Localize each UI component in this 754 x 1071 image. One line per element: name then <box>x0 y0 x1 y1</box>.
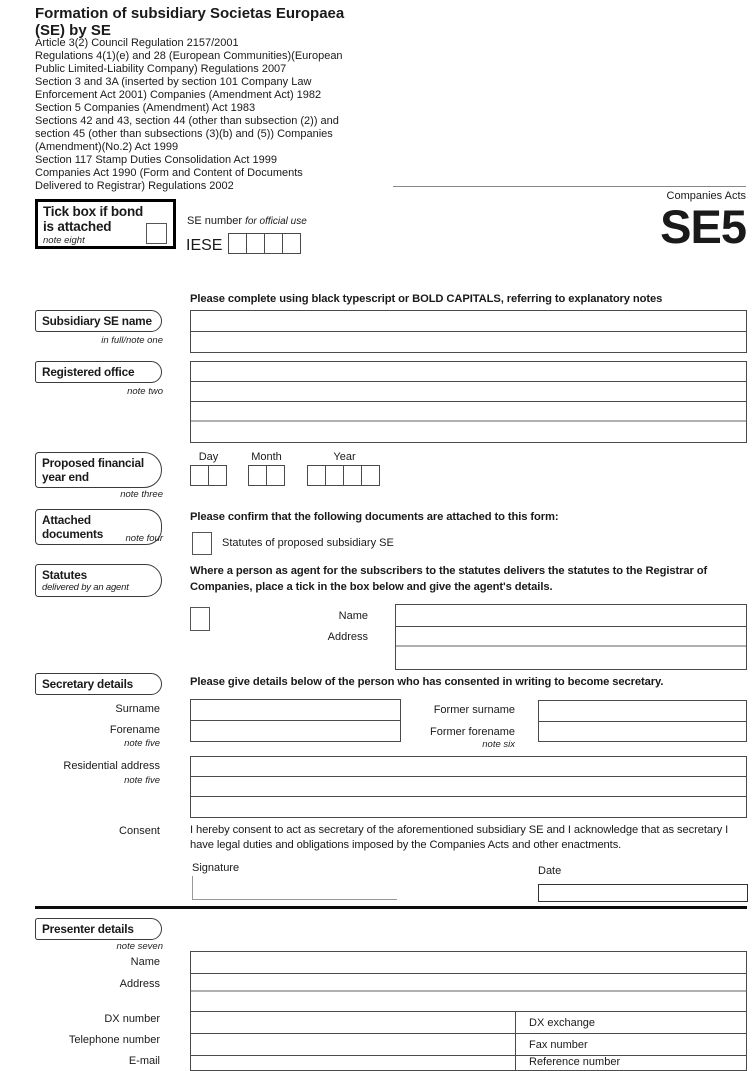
dx-number-input[interactable] <box>191 1012 516 1033</box>
presenter-telephone-row <box>191 1034 746 1056</box>
se-number-label <box>187 215 307 227</box>
section-label-statutes <box>35 564 162 597</box>
legal-reference-line: Regulations 4(1)(e) and 28 (European Communities)(European <box>35 50 343 62</box>
subsidiary-name-input-row[interactable] <box>191 332 746 352</box>
presenter-details-box <box>190 951 747 1071</box>
statutes-attached-checkbox-label: Statutes of proposed subsidiary SE <box>222 537 394 549</box>
presenter-name-input-row[interactable] <box>191 952 746 974</box>
residential-address-label: Residential address <box>63 760 160 772</box>
presenter-address-label: Address <box>119 978 160 990</box>
companies-acts-label: Companies Acts <box>666 190 746 202</box>
se-number-cells <box>228 233 301 254</box>
secretary-instruction: Please give details below of the person who has consented in writing to become secretary. <box>190 676 664 688</box>
attached-documents-instruction: Please confirm that the following documents are attached to this form: <box>190 511 559 523</box>
se-number-cell[interactable] <box>282 233 301 254</box>
financial-year-note: note three <box>120 489 163 500</box>
residential-address-input-row[interactable] <box>191 777 746 797</box>
section-divider <box>35 906 747 909</box>
agent-name-input-row[interactable] <box>396 605 746 627</box>
former-forename-input-row[interactable] <box>539 722 746 741</box>
section-label-registered-office <box>35 361 162 383</box>
former-forename-label: Former forename <box>430 726 515 738</box>
legal-reference-line: Delivered to Registrar) Regulations 2002 <box>35 180 234 192</box>
month-cell[interactable] <box>248 465 267 486</box>
presenter-name-label: Name <box>130 956 160 968</box>
legal-reference-line: Section 3 and 3A (inserted by section 101 Company Law <box>35 76 312 88</box>
bond-checkbox[interactable] <box>146 223 167 244</box>
legal-reference-line: Public Limited-Liability Company) Regulations 2007 <box>35 63 287 75</box>
former-surname-input-row[interactable] <box>539 701 746 722</box>
month-cells <box>248 465 285 486</box>
surname-label: Surname <box>115 703 160 715</box>
presenter-address-input-row[interactable] <box>191 974 746 992</box>
agent-delivery-checkbox[interactable] <box>190 607 210 631</box>
surname-input-row[interactable] <box>191 700 400 721</box>
legal-reference-line: Enforcement Act 2001) Companies (Amendment Act) 1982 <box>35 89 322 101</box>
consent-text: I hereby consent to act as secretary of the aforementioned subsidiary SE and I acknowledge that as secretary I have legal duties and obligations imposed by the Companies Acts and other enactments. <box>190 824 729 852</box>
presenter-dx-row <box>191 1012 746 1034</box>
fax-number-label: Fax number <box>529 1038 588 1051</box>
residential-address-input-row[interactable] <box>191 757 746 777</box>
secretary-former-box <box>538 700 747 742</box>
section-label-text: Proposed financial <box>42 456 144 470</box>
statutes-attached-checkbox[interactable] <box>192 532 212 555</box>
registered-office-box <box>190 361 747 443</box>
secretary-former-note: note six <box>482 739 515 750</box>
bond-label-line2: is attached <box>43 219 112 235</box>
legal-reference-line: Section 5 Companies (Amendment) Act 1983 <box>35 102 256 114</box>
attached-documents-note: note four <box>125 533 163 544</box>
year-cell[interactable] <box>343 465 362 486</box>
month-label: Month <box>251 451 282 463</box>
bond-label-line1: Tick box if bond <box>43 204 144 219</box>
section-label-text: Registered office <box>42 365 135 379</box>
registered-office-input-row[interactable] <box>191 402 746 422</box>
day-label: Day <box>198 451 219 463</box>
registered-office-input-row[interactable] <box>191 422 746 441</box>
section-label-text: Subsidiary SE name <box>42 314 152 328</box>
header-rule <box>393 186 746 187</box>
subsidiary-name-box <box>190 310 747 353</box>
year-cell[interactable] <box>307 465 326 486</box>
day-cells <box>190 465 227 486</box>
year-cell[interactable] <box>361 465 380 486</box>
legal-reference-line: Section 117 Stamp Duties Consolidation Act 1999 <box>35 154 277 166</box>
legal-reference-line: section 45 (other than subsections (3)(b) and (5)) Companies <box>35 128 333 140</box>
telephone-number-input[interactable] <box>191 1034 516 1055</box>
section-label-text: Statutes <box>42 568 87 582</box>
section-label-secretary-details <box>35 673 162 695</box>
bond-tickbox-frame <box>35 199 176 249</box>
registered-office-input-row[interactable] <box>191 362 746 382</box>
dx-exchange-cell[interactable] <box>516 1012 746 1033</box>
agent-address-input-row[interactable] <box>396 647 746 668</box>
residential-address-box <box>190 756 747 818</box>
residential-address-input-row[interactable] <box>191 797 746 817</box>
secretary-name-box <box>190 699 401 742</box>
former-surname-label: Former surname <box>433 704 515 716</box>
section-label-text: Presenter details <box>42 922 134 936</box>
se-number-qualifier: for official use <box>245 216 307 227</box>
agent-address-label: Address <box>327 631 368 643</box>
legal-reference-line: Sections 42 and 43, section 44 (other than subsection (2)) and <box>35 115 339 127</box>
reference-number-cell[interactable] <box>516 1056 746 1070</box>
day-cell[interactable] <box>190 465 209 486</box>
section-label-text: year end <box>42 470 89 484</box>
year-label: Year <box>333 451 356 463</box>
dx-exchange-label: DX exchange <box>529 1016 596 1029</box>
date-field[interactable] <box>538 884 748 902</box>
day-cell[interactable] <box>208 465 227 486</box>
form-title <box>35 6 395 40</box>
forename-label: Forename <box>109 724 160 736</box>
se-number-cell[interactable] <box>264 233 283 254</box>
legal-reference-line: Article 3(2) Council Regulation 2157/2001 <box>35 37 239 49</box>
subsidiary-name-note: in full/note one <box>101 335 163 346</box>
legal-references <box>35 37 395 193</box>
se-number-label-text: SE number <box>187 215 243 227</box>
statutes-sublabel: delivered by an agent <box>42 582 129 593</box>
secretary-name-note: note five <box>124 738 160 749</box>
se-number-prefix: IESE <box>186 237 223 254</box>
section-label-text: Secretary details <box>42 677 134 691</box>
agent-details-box <box>395 604 747 670</box>
form-title-line1: Formation of subsidiary Societas Europaea <box>35 5 345 22</box>
fax-number-cell[interactable] <box>516 1034 746 1055</box>
section-label-subsidiary-se-name <box>35 310 162 332</box>
dx-number-label: DX number <box>104 1013 160 1025</box>
year-cell[interactable] <box>325 465 344 486</box>
forename-input-row[interactable] <box>191 721 400 741</box>
section-label-financial-year-end <box>35 452 162 488</box>
agent-address-input-row[interactable] <box>396 627 746 647</box>
presenter-note: note seven <box>116 941 163 952</box>
bond-note: note eight <box>43 235 85 247</box>
reference-number-label: Reference number <box>529 1056 621 1068</box>
registered-office-input-row[interactable] <box>191 382 746 402</box>
section-label-text: Attached documents <box>42 513 104 541</box>
signature-label: Signature <box>192 862 240 874</box>
consent-label: Consent <box>119 825 160 837</box>
month-cell[interactable] <box>266 465 285 486</box>
form-code: SE5 <box>660 200 746 253</box>
email-input[interactable] <box>191 1056 516 1070</box>
legal-reference-line: (Amendment)(No.2) Act 1999 <box>35 141 179 153</box>
se-number-cell[interactable] <box>228 233 247 254</box>
main-instruction: Please complete using black typescript or BOLD CAPITALS, referring to explanatory notes <box>190 293 663 305</box>
presenter-email-row <box>191 1056 746 1070</box>
agent-name-label: Name <box>338 610 368 622</box>
presenter-address-input-row[interactable] <box>191 992 746 1012</box>
signature-field[interactable] <box>192 876 397 900</box>
statutes-instruction: Where a person as agent for the subscribers to the statutes delivers the statutes to the Registrar of Companies, place a tick in the box below and give the agent's details. <box>190 565 708 593</box>
email-label: E-mail <box>128 1055 160 1067</box>
se-number-cell[interactable] <box>246 233 265 254</box>
form-title-line2: (SE) by SE <box>35 21 111 39</box>
legal-reference-line: Companies Act 1990 (Form and Content of Documents <box>35 167 303 179</box>
registered-office-note: note two <box>127 386 163 397</box>
section-label-presenter-details <box>35 918 162 940</box>
subsidiary-name-input-row[interactable] <box>191 311 746 332</box>
residential-address-note: note five <box>124 775 160 786</box>
date-label: Date <box>538 865 562 877</box>
telephone-number-label: Telephone number <box>68 1034 160 1046</box>
year-cells <box>307 465 380 486</box>
